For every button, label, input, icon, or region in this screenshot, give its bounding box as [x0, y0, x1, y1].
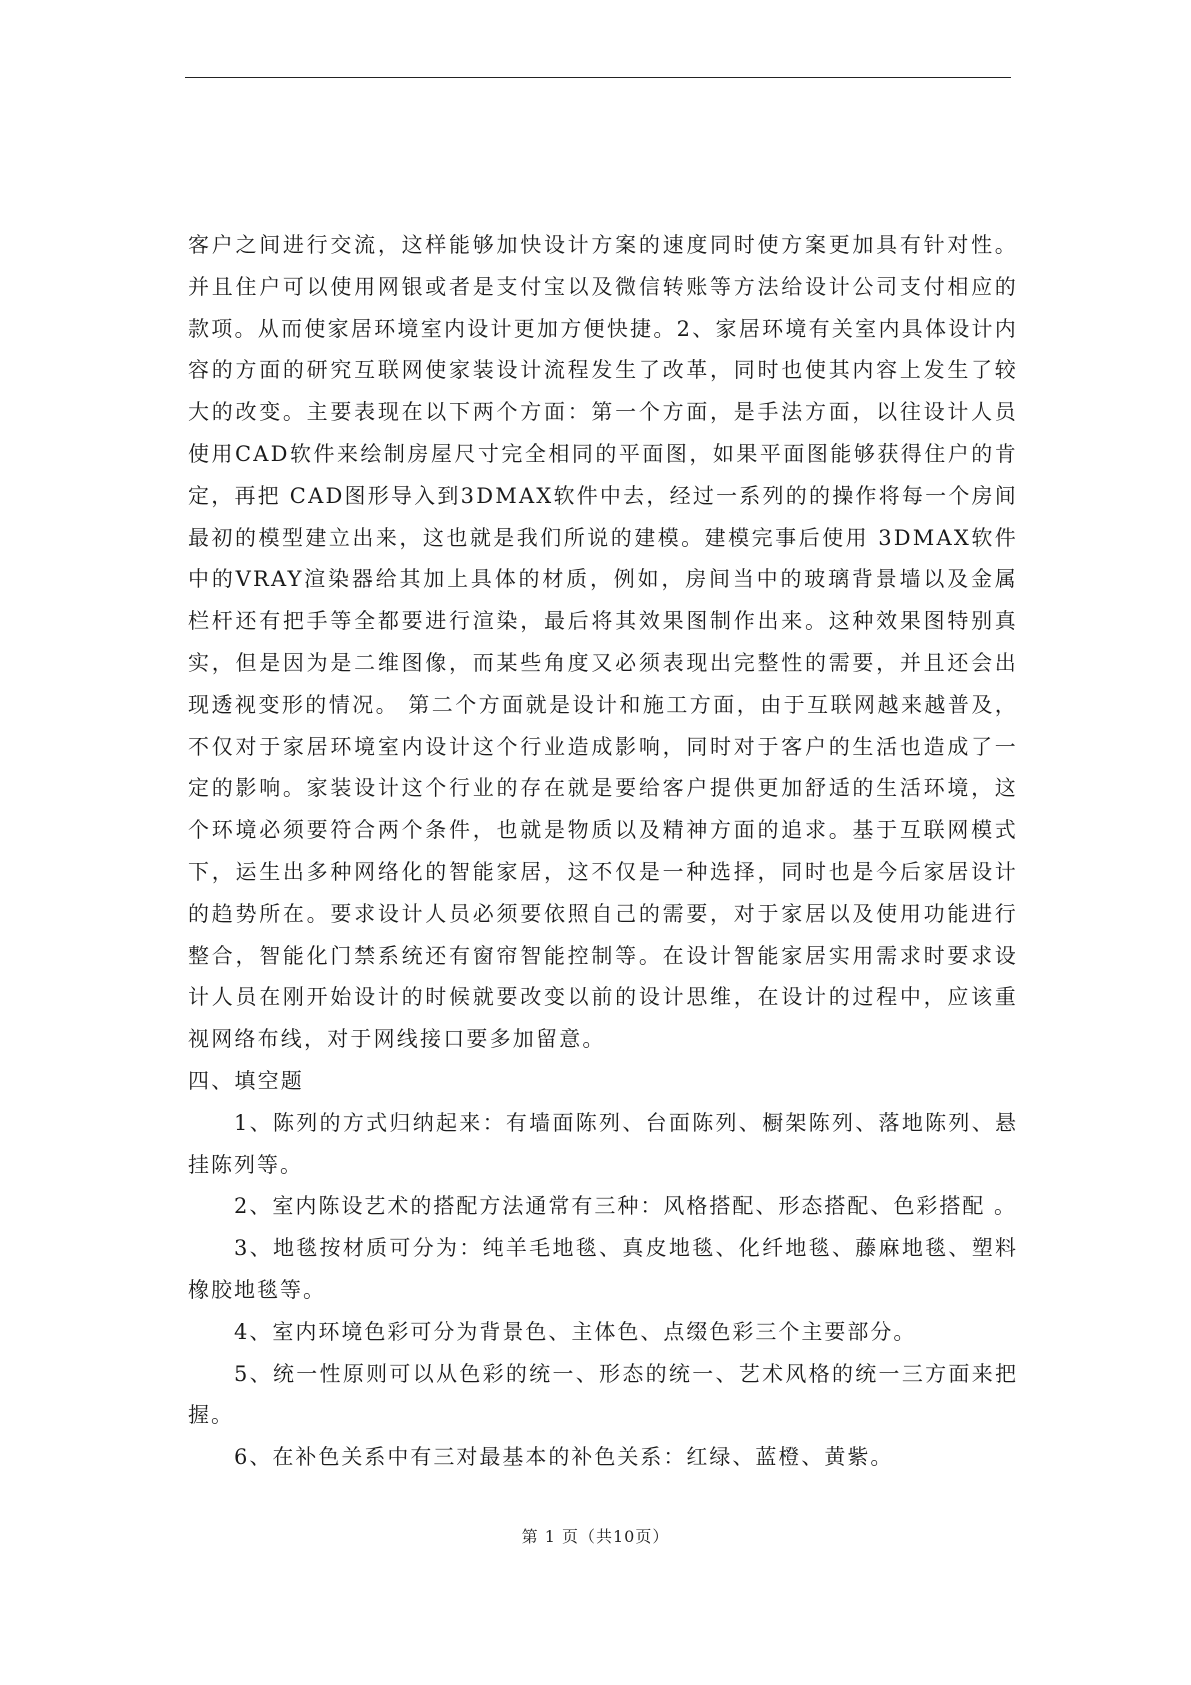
page-content — [188, 225, 1018, 1479]
header-rule — [185, 77, 1011, 78]
answer-item-5: 5、统一性原则可以从色彩的统一、形态的统一、艺术风格的统一三方面来把握。 — [188, 1361, 1018, 1428]
answer-item-3: 3、地毯按材质可分为：纯羊毛地毯、真皮地毯、化纤地毯、藤麻地毯、塑料橡胶地毯等。 — [188, 1236, 1018, 1302]
section-heading: 四、填空题 — [188, 1068, 304, 1093]
body-paragraph: 客户之间进行交流，这样能够加快设计方案的速度同时使方案更加具有针对性。并且住户可以使用网银或者是支付宝以及微信转账等方法给设计公司支付相应的款项。从而使家居环境室内设计更加方便快捷。2、家居环境有关室内具体设计内容的方面的研究互联网使家装设计流程发生了改革，同时也使其内容上发生了较大的改变。主要表现在以下两个方面：第一个方面，是手法方面，以往设计人员使用CAD软件来绘制房屋尺寸完全相同的平面图，如果平面图能够获得住户的肯定，再把 CAD图形导入到3DMAX软件中去，经过一系列的的操作将每一个房间最初的模型建立出来，这也就是我们所说的建模。建模完事后使用 3DMAX软件中的VRAY渲染器给其加上具体的材质，例如，房间当中的玻璃背景墙以及金属栏杆还有把手等全都要进行渲染，最后将其效果图制作出来。这种效果图特别真实，但是因为是二维图像，而某些角度又必须表现出完整性的需要，并且还会出现透视变形的情况。 第二个方面就是设计和施工方面，由于互联网越来越普及，不仅对于家居环境室内设计这个行业造成影响，同时对于客户的生活也造成了一定的影响。家装设计这个行业的存在就是要给客户提供更加舒适的生活环境，这个环境必须要符合两个条件，也就是物质以及精神方面的追求。基于互联网模式下，运生出多种网络化的智能家居，这不仅是一种选择，同时也是今后家居设计的趋势所在。要求设计人员必须要依照自己的需要，对于家居以及使用功能进行整合，智能化门禁系统还有窗帘智能控制等。在设计智能家居实用需求时要求设计人员在刚开始设计的时候就要改变以前的设计思维，在设计的过程中，应该重视网络布线，对于网线接口要多加留意。 — [188, 233, 1018, 1052]
page-footer: 第 1 页（共10页） — [521, 1527, 670, 1546]
answer-item-4: 4、室内环境色彩可分为背景色、主体色、点缀色彩三个主要部分。 — [234, 1319, 917, 1344]
answer-item-6: 6、在补色关系中有三对最基本的补色关系：红绿、蓝橙、黄紫。 — [234, 1445, 894, 1470]
answer-item-2: 2、室内陈设艺术的搭配方法通常有三种：风格搭配、形态搭配、色彩搭配 。 — [234, 1194, 1018, 1219]
answer-item-1: 1、陈列的方式归纳起来：有墙面陈列、台面陈列、橱架陈列、落地陈列、悬挂陈列等。 — [188, 1110, 1018, 1177]
